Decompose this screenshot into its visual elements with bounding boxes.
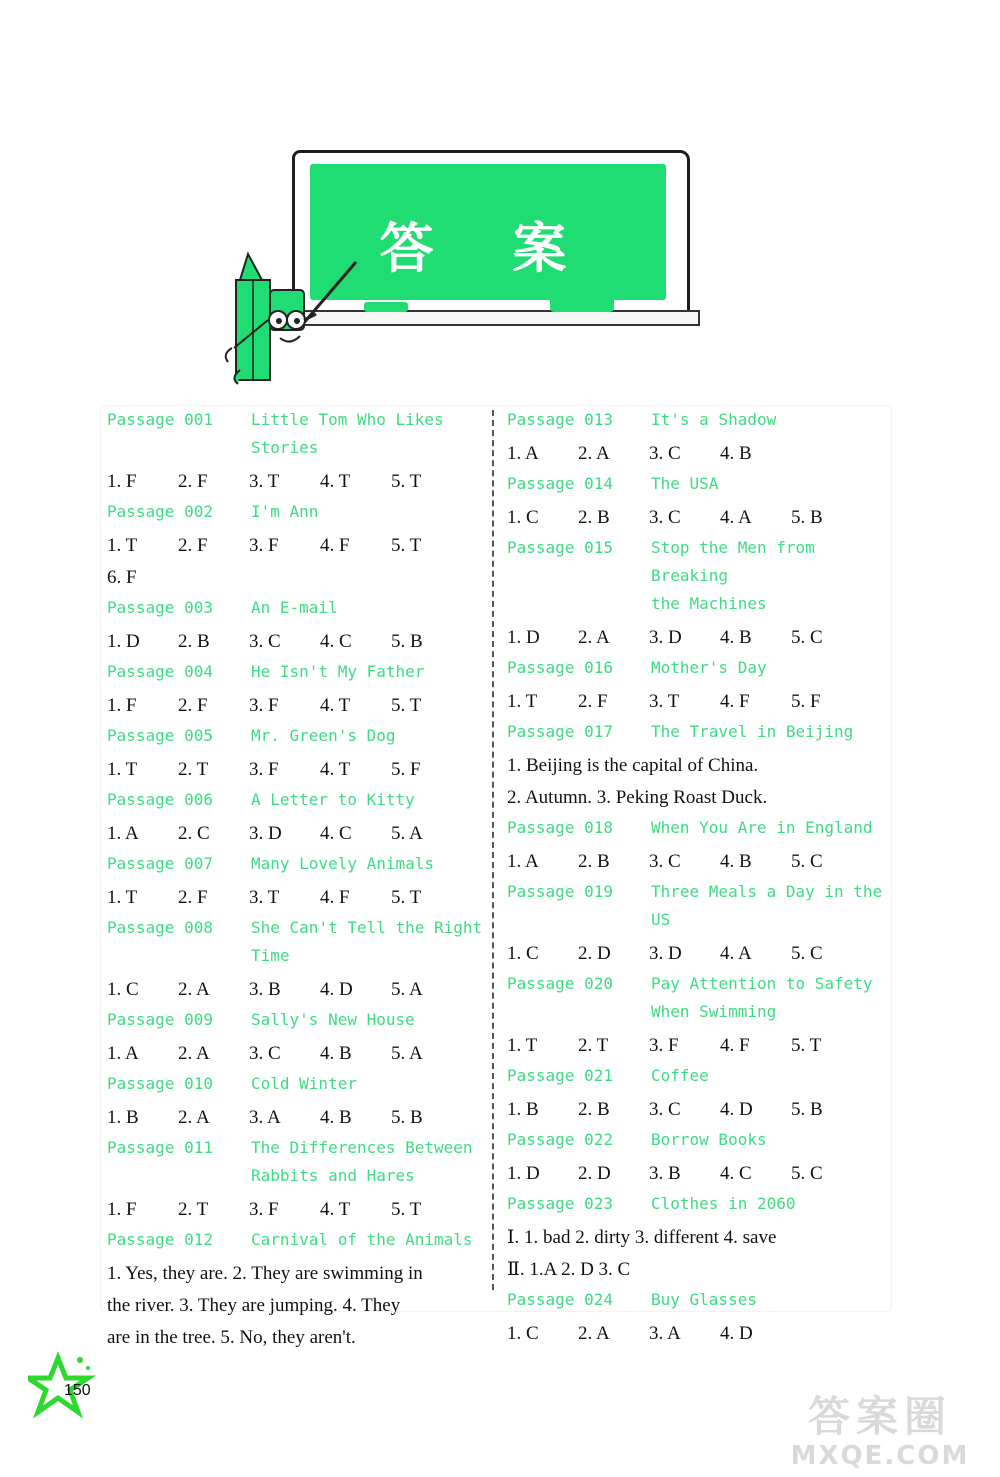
- passage-title-line: The Travel in Beijing: [651, 722, 854, 741]
- passage-title-line: The Differences Between: [251, 1138, 473, 1157]
- passage-number: Passage 001: [107, 410, 213, 429]
- passage-number: Passage 002: [107, 502, 213, 521]
- passage-block: [107, 1070, 487, 1134]
- passage-header: [107, 498, 487, 526]
- answer-item: 1. D: [107, 631, 140, 652]
- passage-title-line: Stop the Men from Breaking: [651, 538, 815, 585]
- passage-block: [507, 814, 887, 878]
- passage-header: [507, 470, 887, 498]
- passage-title: [251, 722, 396, 750]
- passage-number: Passage 008: [107, 918, 213, 937]
- passage-title: [651, 1062, 709, 1090]
- answer-item: 1. F: [107, 471, 137, 492]
- answer-item: 1. T: [107, 535, 138, 556]
- answer-row: [507, 438, 887, 470]
- passage-title: [651, 1286, 757, 1314]
- page-title: 答 案: [379, 217, 597, 280]
- answer-row: [507, 1318, 887, 1350]
- answer-sentence: the river. 3. They are jumping. 4. They: [107, 1295, 401, 1316]
- passage-block: [107, 658, 487, 722]
- answer-row: [107, 974, 487, 1006]
- answer-item: 4. D: [320, 979, 353, 1000]
- answer-item: 1. C: [507, 507, 539, 528]
- passage-header: [507, 878, 887, 934]
- answer-item: 4. C: [720, 1163, 752, 1184]
- answer-item: 5. C: [791, 851, 823, 872]
- answer-item: 3. D: [649, 943, 682, 964]
- answer-item: 2. F: [178, 887, 208, 908]
- passage-header: [107, 1226, 487, 1254]
- passage-number: Passage 006: [107, 790, 213, 809]
- passage-title: [651, 718, 853, 746]
- passage-title-line: US: [651, 910, 671, 929]
- passage-header: [507, 814, 887, 842]
- passage-title-line: Rabbits and Hares: [251, 1166, 415, 1185]
- answer-row: [107, 818, 487, 850]
- passage-block: [507, 1126, 887, 1190]
- passage-header: [507, 1190, 887, 1218]
- answer-sentence: 1. Yes, they are. 2. They are swimming in: [107, 1263, 423, 1284]
- passage-number: Passage 019: [507, 882, 613, 901]
- passage-header: [507, 1062, 887, 1090]
- passage-title-line: Mother's Day: [651, 658, 767, 677]
- passage-title-line: I'm Ann: [251, 502, 319, 521]
- passage-header: [107, 722, 487, 750]
- passage-block: [507, 1286, 887, 1350]
- passage-title-line: Coffee: [651, 1066, 709, 1085]
- passage-title: [651, 878, 882, 934]
- passage-title: [251, 406, 487, 462]
- answer-item: 4. T: [320, 759, 351, 780]
- answer-item: 5. T: [791, 1035, 822, 1056]
- watermark: [780, 1392, 980, 1470]
- answer-row: [507, 622, 887, 654]
- answer-sentence: are in the tree. 5. No, they aren't.: [107, 1327, 356, 1348]
- passage-title-line: He Isn't My Father: [251, 662, 425, 681]
- answer-item: 3. T: [249, 887, 280, 908]
- answer-item: 3. C: [649, 507, 681, 528]
- answer-item: 4. B: [320, 1043, 352, 1064]
- passage-title: [651, 470, 718, 498]
- passage-block: [507, 718, 887, 814]
- passage-title: [251, 786, 415, 814]
- answer-item: 1. A: [507, 443, 539, 464]
- answer-item: 4. B: [320, 1107, 352, 1128]
- answer-item: 5. C: [791, 627, 823, 648]
- answer-item: 4. F: [320, 887, 350, 908]
- passage-title: [251, 1134, 473, 1190]
- passage-number: Passage 021: [507, 1066, 613, 1085]
- answer-row: [507, 938, 887, 970]
- passage-title-line: Pay Attention to Safety: [651, 974, 873, 993]
- passage-title: [251, 1226, 473, 1254]
- passage-block: [107, 1006, 487, 1070]
- passage-number: Passage 016: [507, 658, 613, 677]
- answer-item: 2. A: [178, 979, 210, 1000]
- passage-number: Passage 018: [507, 818, 613, 837]
- passage-block: [507, 534, 887, 654]
- passage-number: Passage 024: [507, 1290, 613, 1309]
- passage-title: [251, 658, 424, 686]
- passage-title-line: When Swimming: [651, 1002, 777, 1021]
- answer-item: 1. A: [507, 851, 539, 872]
- passage-number: Passage 005: [107, 726, 213, 745]
- answer-item: 1. A: [107, 1043, 139, 1064]
- passage-number: Passage 007: [107, 854, 213, 873]
- answer-item: 3. C: [249, 1043, 281, 1064]
- passage-header: [107, 850, 487, 878]
- answer-item: 2. A: [578, 1323, 610, 1344]
- answer-item: 3. C: [249, 631, 281, 652]
- answer-sentence: 2. Autumn. 3. Peking Roast Duck.: [507, 787, 768, 808]
- passage-block: [107, 786, 487, 850]
- answer-item: 3. C: [649, 851, 681, 872]
- answer-item: 2. T: [178, 1199, 209, 1220]
- passage-title: [251, 850, 434, 878]
- answer-item: 3. F: [249, 759, 279, 780]
- passage-title-line: Time: [251, 946, 290, 965]
- answer-item: 2. B: [578, 851, 610, 872]
- answer-item: 1. T: [107, 887, 138, 908]
- answer-sentence: Ⅱ. 1.A 2. D 3. C: [507, 1259, 631, 1280]
- passage-title: [251, 498, 318, 526]
- passage-header: [507, 970, 887, 1026]
- passage-title: [651, 814, 873, 842]
- right-column: [507, 406, 887, 1350]
- chalk-eraser: [364, 302, 408, 312]
- answer-item: 5. F: [791, 691, 821, 712]
- blackboard: [310, 164, 666, 300]
- passage-title: [651, 534, 887, 618]
- passage-block: [107, 850, 487, 914]
- answer-row: [107, 626, 487, 658]
- answer-item: 5. T: [391, 695, 422, 716]
- passage-block: [507, 1190, 887, 1286]
- answer-item: 5. T: [391, 1199, 422, 1220]
- passage-title-line: Clothes in 2060: [651, 1194, 796, 1213]
- answer-item: 1. T: [107, 759, 138, 780]
- passage-header: [107, 658, 487, 686]
- passage-title-line: Sally's New House: [251, 1010, 415, 1029]
- passage-title-line: Three Meals a Day in the: [651, 882, 883, 901]
- passage-title-line: The USA: [651, 474, 719, 493]
- answer-item: 5. B: [391, 1107, 423, 1128]
- answer-item: 3. F: [249, 535, 279, 556]
- answer-content: [100, 405, 892, 1348]
- answer-item: 6. F: [107, 567, 137, 588]
- answer-item: 5. C: [791, 943, 823, 964]
- answer-item: 5. T: [391, 535, 422, 556]
- answer-item: 5. A: [391, 1043, 423, 1064]
- passage-title-line: Buy Glasses: [651, 1290, 757, 1309]
- answer-item: 4. F: [320, 535, 350, 556]
- answer-item: 4. B: [720, 851, 752, 872]
- passage-header: [107, 1134, 487, 1190]
- passage-header: [107, 914, 487, 970]
- answer-row: [107, 754, 487, 786]
- answer-item: 2. T: [178, 759, 209, 780]
- answer-item: 4. T: [320, 695, 351, 716]
- passage-block: [107, 914, 487, 1006]
- passage-number: Passage 010: [107, 1074, 213, 1093]
- passage-title-line: Cold Winter: [251, 1074, 357, 1093]
- passage-block: [107, 594, 487, 658]
- passage-number: Passage 020: [507, 974, 613, 993]
- answer-item: 1. C: [507, 943, 539, 964]
- passage-block: [107, 406, 487, 498]
- answer-item: 3. B: [249, 979, 281, 1000]
- passage-number: Passage 023: [507, 1194, 613, 1213]
- answer-item: 4. A: [720, 507, 752, 528]
- answer-item: 2. A: [578, 627, 610, 648]
- answer-item: 4. T: [320, 471, 351, 492]
- answer-row: [107, 1102, 487, 1134]
- passage-title: [251, 1006, 415, 1034]
- passage-title: [651, 654, 767, 682]
- answer-row: [507, 502, 887, 534]
- answer-item: 4. F: [720, 1035, 750, 1056]
- answer-item: 4. B: [720, 627, 752, 648]
- answer-row: [507, 686, 887, 718]
- answer-item: 1. C: [507, 1323, 539, 1344]
- answer-item: 2. A: [578, 443, 610, 464]
- answer-row: [507, 1030, 887, 1062]
- passage-header: [507, 1286, 887, 1314]
- answer-item: 1. B: [507, 1099, 539, 1120]
- answer-item: 5. T: [391, 887, 422, 908]
- answer-item: 2. D: [578, 1163, 611, 1184]
- passage-block: [507, 470, 887, 534]
- answer-item: 1. B: [107, 1107, 139, 1128]
- passage-title: [651, 1126, 767, 1154]
- answer-item: 1. T: [507, 1035, 538, 1056]
- page-number: 150: [64, 1382, 91, 1399]
- answer-item: 3. A: [649, 1323, 681, 1344]
- answer-item: 2. T: [578, 1035, 609, 1056]
- passage-block: [507, 1062, 887, 1126]
- passage-number: Passage 014: [507, 474, 613, 493]
- answer-row: [507, 1094, 887, 1126]
- answer-item: 2. F: [578, 691, 608, 712]
- answer-row: [507, 1158, 887, 1190]
- answer-row: [107, 530, 487, 562]
- chalk-pile: [550, 296, 614, 312]
- answer-item: 5. F: [391, 759, 421, 780]
- answer-item: 4. C: [320, 823, 352, 844]
- answer-item: 5. C: [791, 1163, 823, 1184]
- passage-block: [107, 498, 487, 594]
- passage-number: Passage 003: [107, 598, 213, 617]
- passage-title-line: An E-mail: [251, 598, 338, 617]
- passage-header: [507, 406, 887, 434]
- answer-row: [507, 846, 887, 878]
- answer-item: 2. D: [578, 943, 611, 964]
- answer-item: 4. D: [720, 1099, 753, 1120]
- answer-item: 1. F: [107, 695, 137, 716]
- passage-title-line: She Can't Tell the Right: [251, 918, 483, 937]
- answer-item: 5. B: [791, 507, 823, 528]
- answer-item: 2. F: [178, 695, 208, 716]
- answer-item: 1. A: [107, 823, 139, 844]
- answer-item: 2. B: [178, 631, 210, 652]
- answer-item: 4. C: [320, 631, 352, 652]
- passage-title-line: Carnival of the Animals: [251, 1230, 473, 1249]
- answer-sentence: 1. Beijing is the capital of China.: [507, 755, 759, 776]
- passage-header: [107, 786, 487, 814]
- passage-number: Passage 015: [507, 538, 613, 557]
- passage-header: [107, 406, 487, 462]
- passage-header: [107, 1006, 487, 1034]
- passage-title-line: the Machines: [651, 594, 767, 613]
- passage-header: [507, 654, 887, 682]
- passage-block: [507, 406, 887, 470]
- passage-header: [507, 718, 887, 746]
- passage-block: [507, 970, 887, 1062]
- answer-item: 4. F: [720, 691, 750, 712]
- answer-header: [200, 150, 720, 400]
- passage-block: [107, 1226, 487, 1354]
- answer-item: 2. B: [578, 507, 610, 528]
- answer-sentence: Ⅰ. 1. bad 2. dirty 3. different 4. save: [507, 1227, 777, 1248]
- answer-item: 1. D: [507, 1163, 540, 1184]
- answer-item: 3. F: [249, 695, 279, 716]
- answer-row: [107, 1038, 487, 1070]
- passage-title-line: Borrow Books: [651, 1130, 767, 1149]
- passage-title: [251, 914, 482, 970]
- answer-item: 1. C: [107, 979, 139, 1000]
- answer-item: 2. F: [178, 535, 208, 556]
- passage-number: Passage 004: [107, 662, 213, 681]
- answer-row: [107, 1194, 487, 1226]
- answer-item: 2. F: [178, 471, 208, 492]
- answer-row: [107, 562, 487, 594]
- answer-item: 2. B: [578, 1099, 610, 1120]
- passage-number: Passage 009: [107, 1010, 213, 1029]
- passage-header: [507, 534, 887, 618]
- passage-block: [107, 722, 487, 786]
- answer-item: 4. D: [720, 1323, 753, 1344]
- answer-item: 3. F: [649, 1035, 679, 1056]
- passage-header: [107, 594, 487, 622]
- answer-item: 2. C: [178, 823, 210, 844]
- passage-block: [507, 878, 887, 970]
- column-divider: [492, 410, 494, 1290]
- answer-item: 4. T: [320, 1199, 351, 1220]
- answer-item: 2. A: [178, 1043, 210, 1064]
- passage-title: [251, 594, 338, 622]
- watermark-logo-text: 答案圈: [807, 1392, 952, 1441]
- answer-item: 1. F: [107, 1199, 137, 1220]
- passage-title: [651, 406, 776, 434]
- passage-number: Passage 012: [107, 1230, 213, 1249]
- passage-number: Passage 017: [507, 722, 613, 741]
- answer-item: 5. A: [391, 979, 423, 1000]
- passage-block: [507, 654, 887, 718]
- answer-item: 3. F: [249, 1199, 279, 1220]
- passage-title-line: Many Lovely Animals: [251, 854, 435, 873]
- passage-number: Passage 011: [107, 1138, 213, 1157]
- answer-row: [107, 882, 487, 914]
- answer-item: 3. C: [649, 443, 681, 464]
- passage-number: Passage 013: [507, 410, 613, 429]
- answer-item: 3. B: [649, 1163, 681, 1184]
- answer-item: 1. D: [507, 627, 540, 648]
- passage-number: Passage 022: [507, 1130, 613, 1149]
- answer-item: 5. B: [791, 1099, 823, 1120]
- passage-title: [651, 1190, 796, 1218]
- answer-row: [107, 690, 487, 722]
- answer-item: 1. T: [507, 691, 538, 712]
- passage-header: [507, 1126, 887, 1154]
- passage-header: [107, 1070, 487, 1098]
- watermark-url: MXQE.COM: [790, 1441, 970, 1471]
- passage-title-line: A Letter to Kitty: [251, 790, 415, 809]
- pencil-mascot-icon: [210, 250, 360, 390]
- answer-item: 5. B: [391, 631, 423, 652]
- answer-item: 3. D: [649, 627, 682, 648]
- answer-item: 3. A: [249, 1107, 281, 1128]
- answer-item: 5. T: [391, 471, 422, 492]
- passage-title: [251, 1070, 357, 1098]
- answer-item: 3. T: [649, 691, 680, 712]
- left-column: [107, 406, 487, 1354]
- answer-item: 3. C: [649, 1099, 681, 1120]
- passage-title-line: Mr. Green's Dog: [251, 726, 396, 745]
- answer-item: 3. T: [249, 471, 280, 492]
- answer-row: [107, 466, 487, 498]
- passage-title-line: It's a Shadow: [651, 410, 777, 429]
- answer-item: 3. D: [249, 823, 282, 844]
- passage-block: [107, 1134, 487, 1226]
- passage-title: [651, 970, 873, 1026]
- answer-item: 4. A: [720, 943, 752, 964]
- answer-item: 4. B: [720, 443, 752, 464]
- answer-item: 2. A: [178, 1107, 210, 1128]
- answer-item: 5. A: [391, 823, 423, 844]
- passage-title-line: Little Tom Who Likes Stories: [251, 410, 444, 457]
- passage-title-line: When You Are in England: [651, 818, 873, 837]
